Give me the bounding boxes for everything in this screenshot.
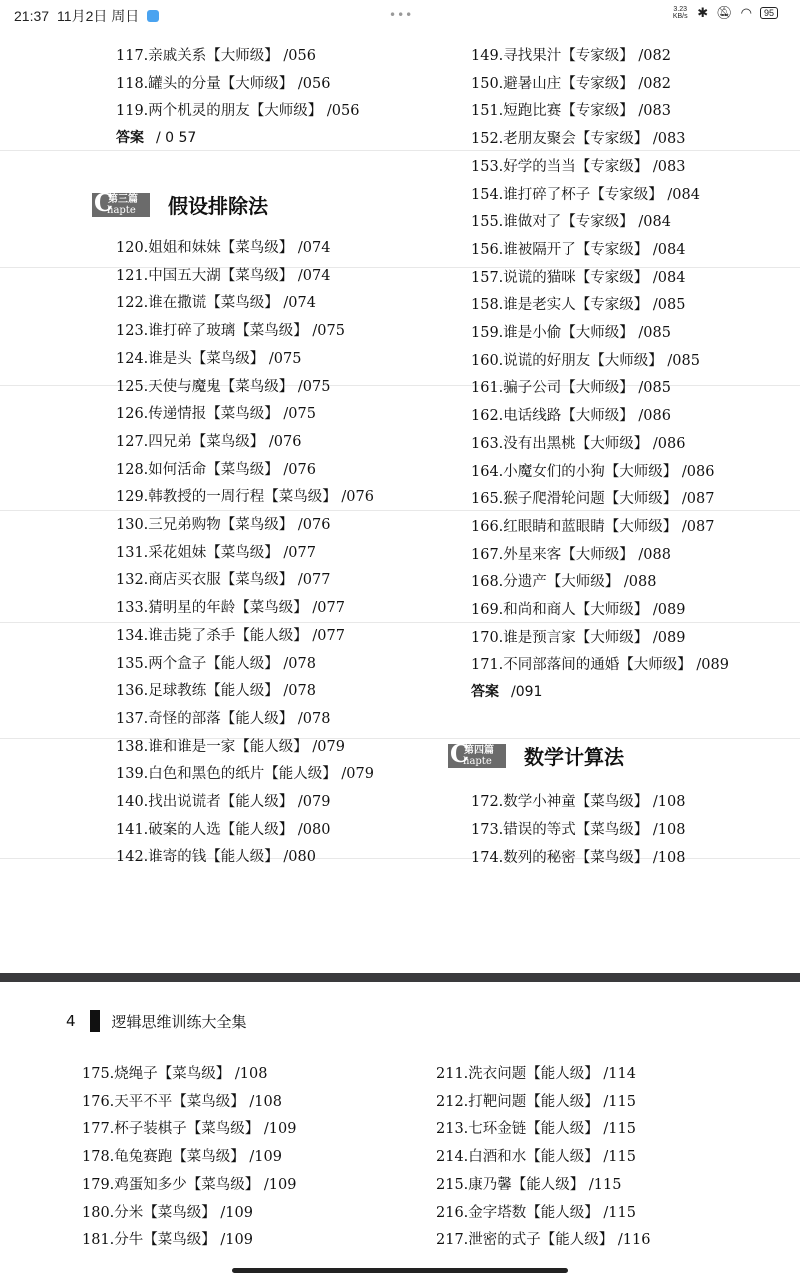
toc-entry: 137.奇怪的部落【能人级】 /078: [116, 710, 331, 727]
bluetooth-icon: ✱: [697, 5, 709, 20]
toc-entry: 157.说谎的猫咪【专家级】 /084: [471, 269, 686, 286]
answer-label: 答案: [116, 130, 144, 146]
toc-entry: 120.姐姐和妹妹【菜鸟级】 /074: [116, 240, 331, 256]
toc-entry: 136.足球教练【能人级】 /078: [116, 683, 316, 700]
toc-entry: 168.分遗产【大师级】 /088: [471, 574, 657, 591]
more-dots-icon[interactable]: •••: [389, 8, 414, 22]
toc-entry: 133.猜明星的年龄【菜鸟级】 /077: [116, 600, 345, 617]
chapter-badge-letter: C: [450, 738, 470, 768]
toc-entry: 175.烧绳子【菜鸟级】 /108: [82, 1066, 268, 1082]
toc-entry: 124.谁是头【菜鸟级】 /075: [116, 350, 302, 367]
clock-date: 11月2日 周日: [57, 8, 140, 24]
chapter-title: 假设排除法: [168, 194, 268, 218]
answer-label: 答案: [471, 684, 499, 700]
toc-entry: 140.找出说谎者【能人级】 /079: [116, 794, 331, 810]
toc-entry: 153.好学的当当【专家级】 /083: [471, 158, 686, 175]
chapter-badge-word: hapte: [463, 755, 492, 767]
toc-entry: 213.七环金链【能人级】 /115: [436, 1121, 636, 1138]
toc-entry: 118.罐头的分量【大师级】 /056: [116, 75, 331, 92]
toc-entry: 179.鸡蛋知多少【菜鸟级】 /109: [82, 1176, 297, 1193]
toc-entry: 128.如何活命【菜鸟级】 /076: [116, 461, 316, 478]
answer-page: / 0 57: [156, 130, 197, 146]
toc-entry: 217.泄密的式子【能人级】 /116: [436, 1232, 651, 1249]
toc-entry: 125.天使与魔鬼【菜鸟级】 /075: [116, 378, 331, 395]
toc-entry: 149.寻找果汁【专家级】 /082: [471, 48, 671, 64]
header-bar-mark: [90, 1010, 100, 1032]
toc-entry: 138.谁和谁是一家【能人级】 /079: [116, 738, 345, 755]
toc-entry: 150.避暑山庄【专家级】 /082: [471, 75, 671, 92]
clock-time: 21:37: [14, 8, 50, 24]
toc-entry: 141.破案的人选【能人级】 /080: [116, 821, 331, 838]
wifi-icon: ◠: [740, 5, 752, 20]
chapter-badge-word: hapte: [107, 204, 136, 216]
toc-entry: 180.分米【菜鸟级】 /109: [82, 1204, 253, 1221]
answer-entry: [471, 681, 542, 701]
toc-entry: 159.谁是小偷【大师级】 /085: [471, 325, 671, 341]
toc-entry: 167.外星来客【大师级】 /088: [471, 546, 671, 563]
scan-line: [0, 150, 800, 151]
toc-entry: 171.不同部落间的通婚【大师级】 /089: [471, 657, 729, 674]
page-number: 4: [66, 1012, 76, 1030]
gallery-app-icon: [147, 10, 159, 22]
page-header: [66, 1010, 247, 1032]
toc-entry: 214.白酒和水【能人级】 /115: [436, 1149, 636, 1166]
toc-entry: 122.谁在撒谎【菜鸟级】 /074: [116, 295, 316, 312]
toc-entry: 165.猴子爬滑轮问题【大师级】 /087: [471, 491, 715, 508]
toc-entry: 127.四兄弟【菜鸟级】 /076: [116, 433, 302, 450]
toc-entry: 166.红眼睛和蓝眼睛【大师级】 /087: [471, 518, 715, 535]
toc-entry: 123.谁打碎了玻璃【菜鸟级】 /075: [116, 323, 345, 340]
toc-entry: 176.天平不平【菜鸟级】 /108: [82, 1093, 282, 1110]
toc-entry: 181.分牛【菜鸟级】 /109: [82, 1232, 253, 1249]
toc-entry: 163.没有出黑桃【大师级】 /086: [471, 435, 686, 452]
toc-entry: 178.龟兔赛跑【菜鸟级】 /109: [82, 1149, 282, 1166]
toc-entry: 130.三兄弟购物【菜鸟级】 /076: [116, 517, 331, 533]
toc-entry: 135.两个盒子【能人级】 /078: [116, 655, 316, 672]
battery-indicator: 95: [760, 7, 778, 19]
toc-entry: 170.谁是预言家【大师级】 /089: [471, 629, 686, 646]
toc-entry: 156.谁被隔开了【专家级】 /084: [471, 241, 686, 258]
toc-entry: 131.采花姐妹【菜鸟级】 /077: [116, 544, 316, 561]
chapter-heading: [448, 738, 624, 770]
toc-entry: 152.老朋友聚会【专家级】 /083: [471, 131, 686, 148]
toc-entry: 154.谁打碎了杯子【专家级】 /084: [471, 186, 700, 203]
toc-entry: 212.打靶问题【能人级】 /115: [436, 1093, 636, 1110]
chapter-title: 数学计算法: [524, 745, 624, 769]
toc-entry: 169.和尚和商人【大师级】 /089: [471, 602, 686, 618]
scan-line: [0, 510, 800, 511]
toc-entry: 216.金字塔数【能人级】 /115: [436, 1204, 636, 1221]
chapter-badge: [92, 187, 150, 217]
chapter-badge-letter: C: [94, 187, 114, 217]
chapter-badge-number: 第四篇: [464, 744, 494, 756]
toc-entry: 139.白色和黑色的纸片【能人级】 /079: [116, 766, 374, 783]
chapter-heading: [92, 187, 268, 219]
toc-entry: 174.数列的秘密【菜鸟级】 /108: [471, 850, 686, 866]
toc-entry: 215.康乃馨【能人级】 /115: [436, 1176, 622, 1193]
toc-entry: 142.谁寄的钱【能人级】 /080: [116, 849, 316, 866]
toc-entry: 164.小魔女们的小狗【大师级】 /086: [471, 463, 715, 480]
toc-entry: 161.骗子公司【大师级】 /085: [471, 380, 671, 397]
toc-entry: 172.数学小神童【菜鸟级】 /108: [471, 794, 686, 810]
toc-entry: 126.传递情报【菜鸟级】 /075: [116, 406, 316, 423]
book-title: 逻辑思维训练大全集: [111, 1012, 247, 1031]
toc-entry: 173.错误的等式【菜鸟级】 /108: [471, 822, 686, 838]
status-bar: [0, 0, 800, 30]
page-separator: [0, 973, 800, 982]
network-speed: 3.23 KB/s: [672, 6, 688, 20]
toc-entry: 129.韩教授的一周行程【菜鸟级】 /076: [116, 489, 374, 506]
home-indicator[interactable]: [232, 1268, 568, 1273]
answer-entry: [116, 127, 196, 147]
toc-entry: 151.短跑比赛【专家级】 /083: [471, 103, 671, 120]
chapter-badge-number: 第三篇: [108, 193, 138, 205]
toc-entry: 155.谁做对了【专家级】 /084: [471, 214, 671, 231]
toc-entry: 158.谁是老实人【专家级】 /085: [471, 297, 686, 314]
chapter-badge: [448, 738, 506, 768]
toc-entry: 117.亲戚关系【大师级】 /056: [116, 48, 316, 64]
toc-entry: 211.洗衣问题【能人级】 /114: [436, 1066, 636, 1082]
toc-entry: 162.电话线路【大师级】 /086: [471, 408, 671, 425]
answer-page: /091: [511, 684, 543, 700]
toc-entry: 160.说谎的好朋友【大师级】 /085: [471, 352, 700, 369]
toc-entry: 177.杯子装棋子【菜鸟级】 /109: [82, 1121, 297, 1138]
toc-entry: 121.中国五大湖【菜鸟级】 /074: [116, 267, 331, 284]
toc-entry: 132.商店买衣服【菜鸟级】 /077: [116, 572, 331, 589]
toc-entry: 119.两个机灵的朋友【大师级】 /056: [116, 103, 360, 119]
toc-entry: 134.谁击毙了杀手【能人级】 /077: [116, 627, 345, 644]
mute-bell-icon: 🔕︎: [716, 5, 733, 20]
